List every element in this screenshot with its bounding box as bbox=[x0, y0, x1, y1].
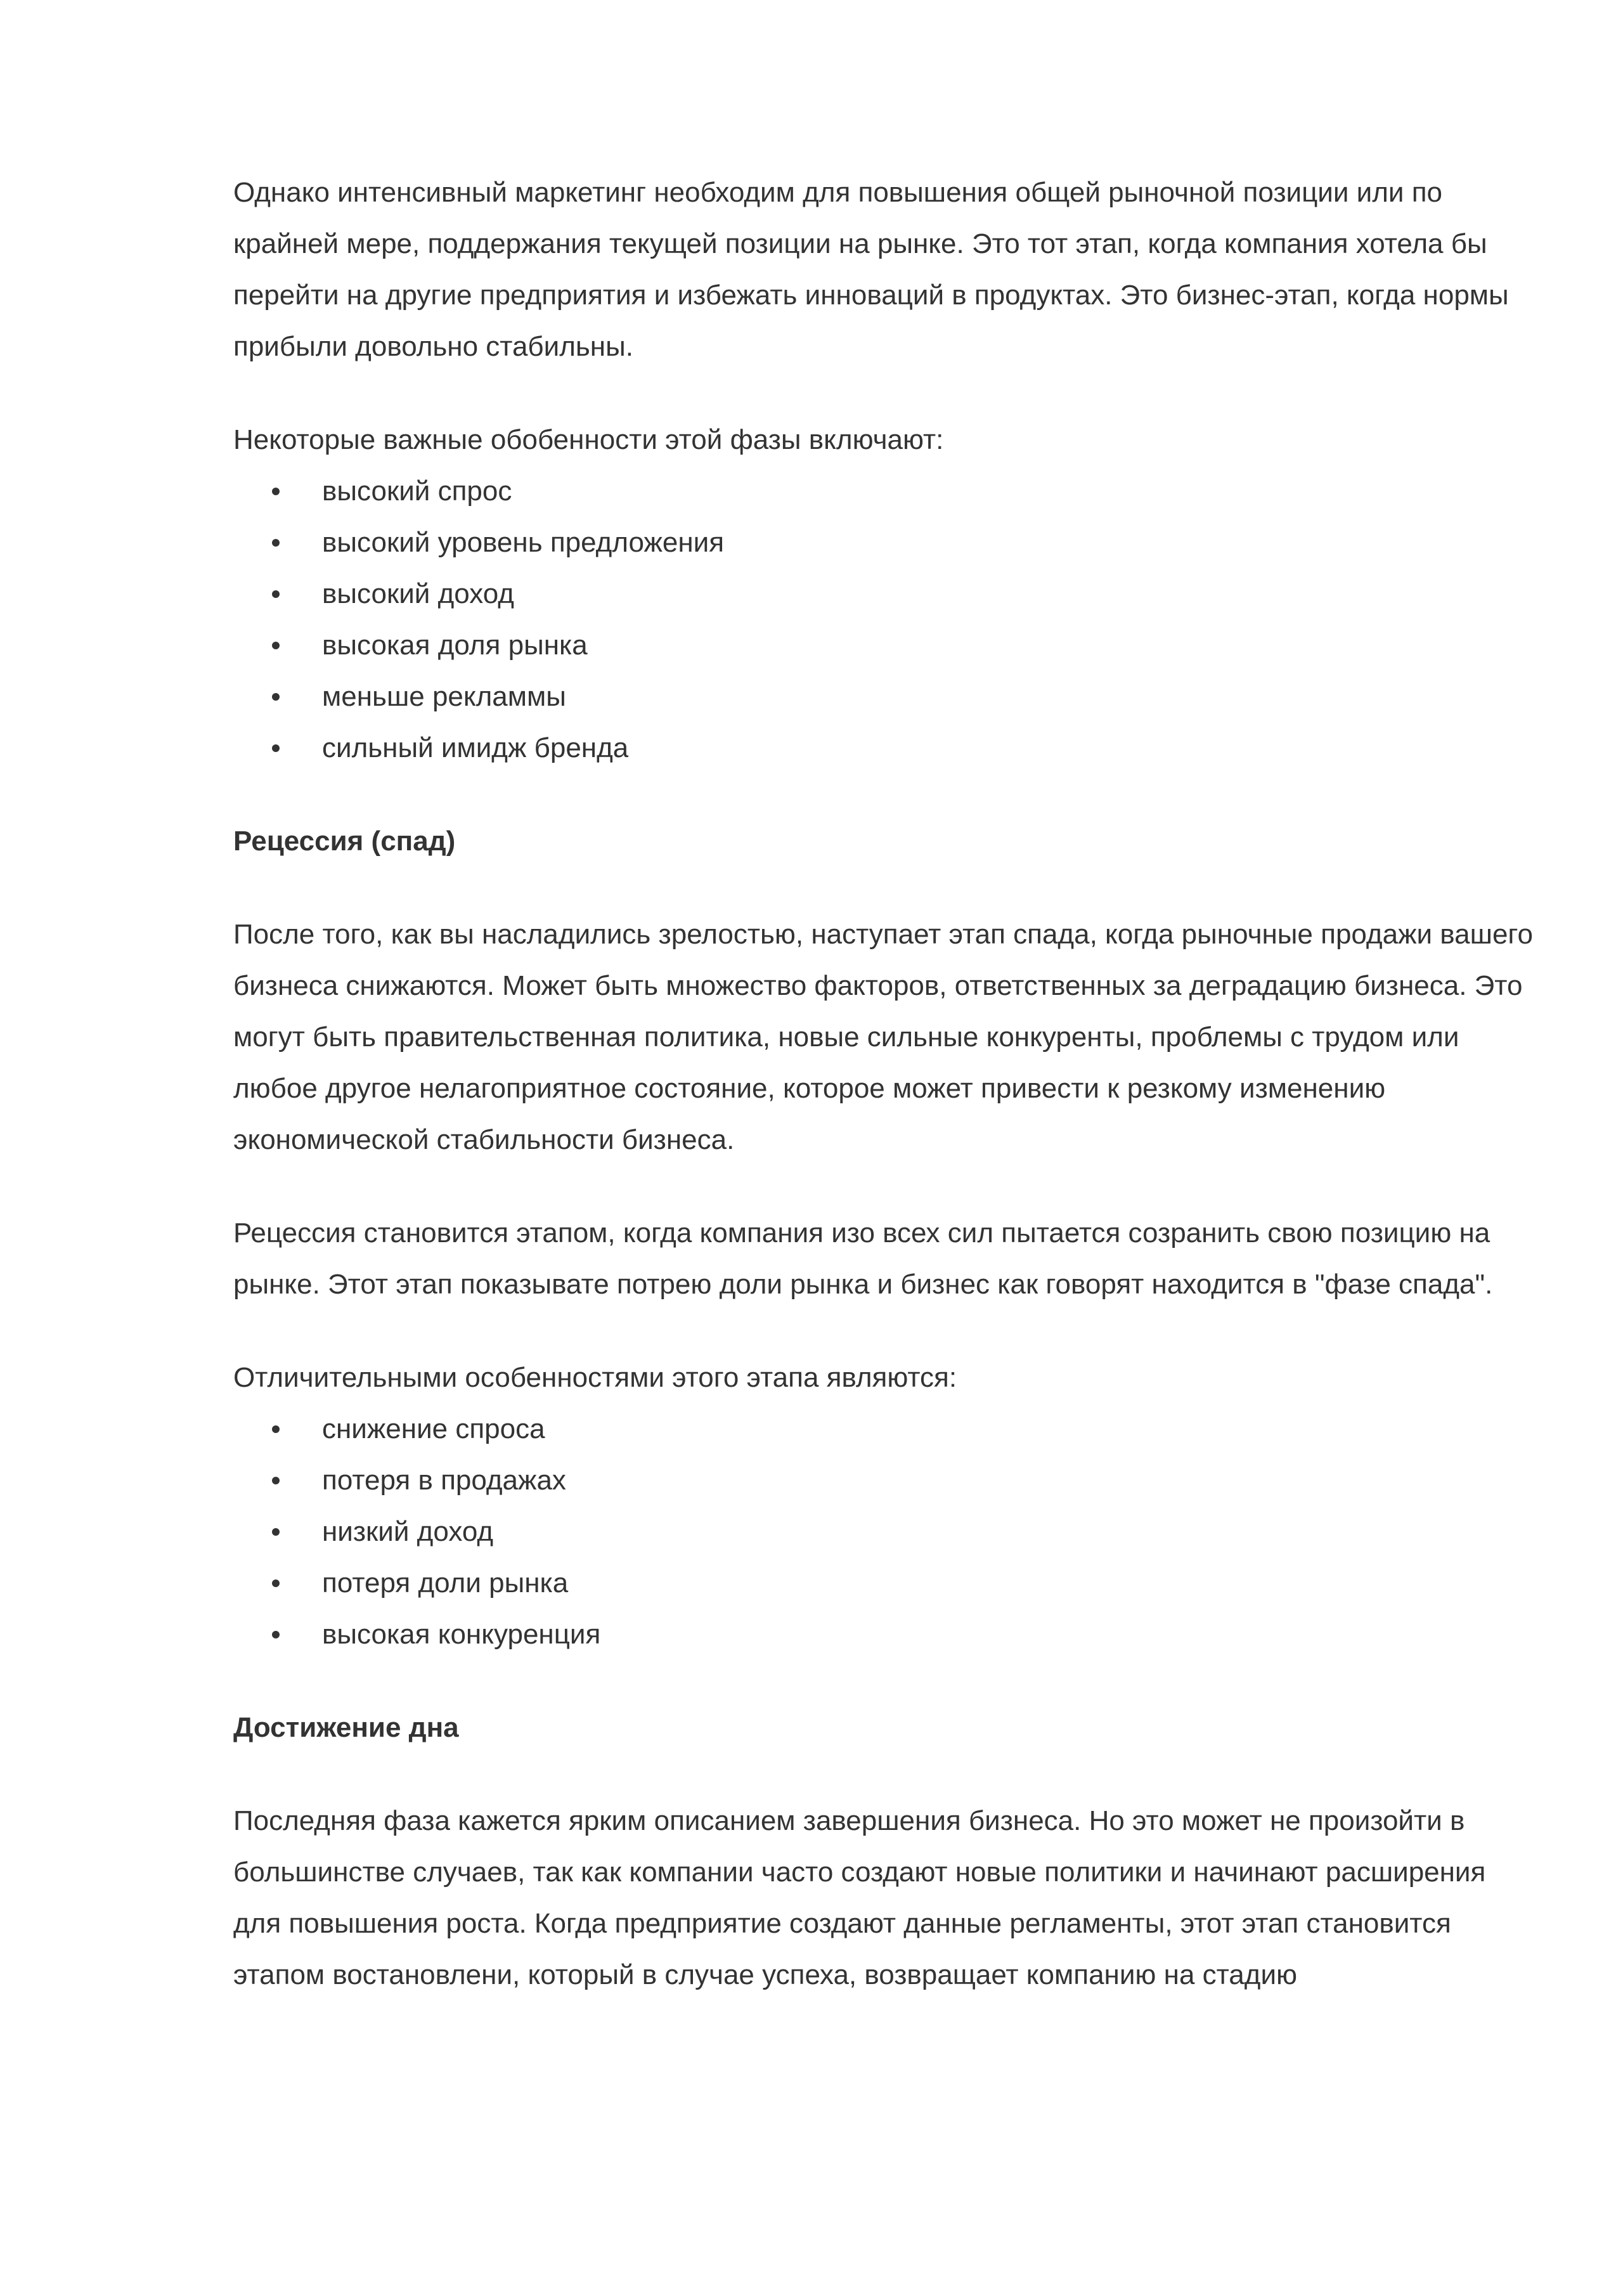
list-item-text: высокая конкуренция bbox=[322, 1619, 601, 1650]
bullet-icon bbox=[272, 590, 280, 598]
bullet-icon bbox=[272, 1425, 280, 1433]
list-item bbox=[233, 1609, 1533, 1660]
list-item bbox=[233, 1455, 1533, 1506]
list-item bbox=[233, 1557, 1533, 1609]
bullet-icon bbox=[272, 1579, 280, 1587]
bullet-icon bbox=[272, 539, 280, 547]
paragraph-gap bbox=[233, 1165, 1533, 1207]
list-item-text: меньше рекламмы bbox=[322, 681, 566, 712]
list-item-text: низкий доход bbox=[322, 1516, 494, 1547]
list-item bbox=[233, 517, 1533, 568]
bullet-icon bbox=[272, 488, 280, 495]
paragraph-recession-stage: Рецессия становится этапом, когда компания изо всех сил пытается созранить свою позицию на рынке. Этот этап показывате потрею доли рынка и бизнес как говорят находится в "фазе спада". bbox=[233, 1217, 1493, 1300]
paragraph-maturity-intro: Однако интенсивный маркетинг необходим для повышения общей рыночной позиции или по крайней мере, поддержания текущей позиции на рынке. Это тот этап, когда компания хотела бы перейти на другие предприятия и избежать инноваций в продуктах. Это бизнес-этап, когда нормы прибыли довольно стабильны. bbox=[233, 177, 1509, 362]
list-item-text: высокий доход bbox=[322, 578, 514, 609]
list-item bbox=[233, 465, 1533, 517]
list-item bbox=[233, 722, 1533, 774]
list-item-text: сильный имидж бренда bbox=[322, 732, 629, 763]
recession-features-list bbox=[233, 1403, 1533, 1660]
paragraph-gap bbox=[233, 1660, 1533, 1702]
list-item-text: высокая доля рынка bbox=[322, 630, 588, 661]
paragraph-recession-intro: После того, как вы насладились зрелостью, наступает этап спада, когда рыночные продажи вашего бизнеса снижаются. Может быть множество факторов, ответственных за деградацию бизнеса. Это могут быть правительственная политика, новые сильные конкуренты, проблемы с трудом или любое другое нелагоприятное состояние, которое может привести к резкому изменению экономической стабильности бизнеса. bbox=[233, 919, 1533, 1155]
list-item-text: снижение спроса bbox=[322, 1413, 545, 1444]
paragraph-maturity-features-lead: Некоторые важные обобенности этой фазы включают: bbox=[233, 424, 944, 455]
bullet-icon bbox=[272, 693, 280, 701]
paragraph-gap bbox=[233, 1753, 1533, 1795]
list-item bbox=[233, 1506, 1533, 1557]
document-page bbox=[233, 167, 1533, 2001]
paragraph-gap bbox=[233, 774, 1533, 815]
bullet-icon bbox=[272, 642, 280, 649]
list-item bbox=[233, 671, 1533, 722]
list-item-text: потеря в продажах bbox=[322, 1465, 566, 1496]
section-heading-bottom: Достижение дна bbox=[233, 1712, 459, 1743]
maturity-features-list bbox=[233, 465, 1533, 774]
list-item-text: потеря доли рынка bbox=[322, 1567, 569, 1599]
bullet-icon bbox=[272, 744, 280, 752]
list-item-text: высокий уровень предложения bbox=[322, 527, 725, 558]
section-heading-recession: Рецессия (спад) bbox=[233, 826, 456, 857]
bullet-icon bbox=[272, 1528, 280, 1536]
paragraph-bottom-intro: Последняя фаза кажется ярким описанием завершения бизнеса. Но это может не произойти в большинстве случаев, так как компании часто создают новые политики и начинают расширения для повышения роста. Когда предприятие создают данные регламенты, этот этап становится этапом востановлени, который в случае успеха, возвращает компанию на стадию bbox=[233, 1805, 1486, 1990]
list-item-text: высокий спрос bbox=[322, 476, 512, 507]
paragraph-recession-features-lead: Отличительными особенностями этого этапа являются: bbox=[233, 1362, 957, 1393]
bullet-icon bbox=[272, 1631, 280, 1638]
bullet-icon bbox=[272, 1477, 280, 1484]
paragraph-gap bbox=[233, 1310, 1533, 1352]
list-item bbox=[233, 568, 1533, 619]
list-item bbox=[233, 619, 1533, 671]
paragraph-gap bbox=[233, 867, 1533, 909]
list-item bbox=[233, 1403, 1533, 1455]
paragraph-gap bbox=[233, 372, 1533, 414]
